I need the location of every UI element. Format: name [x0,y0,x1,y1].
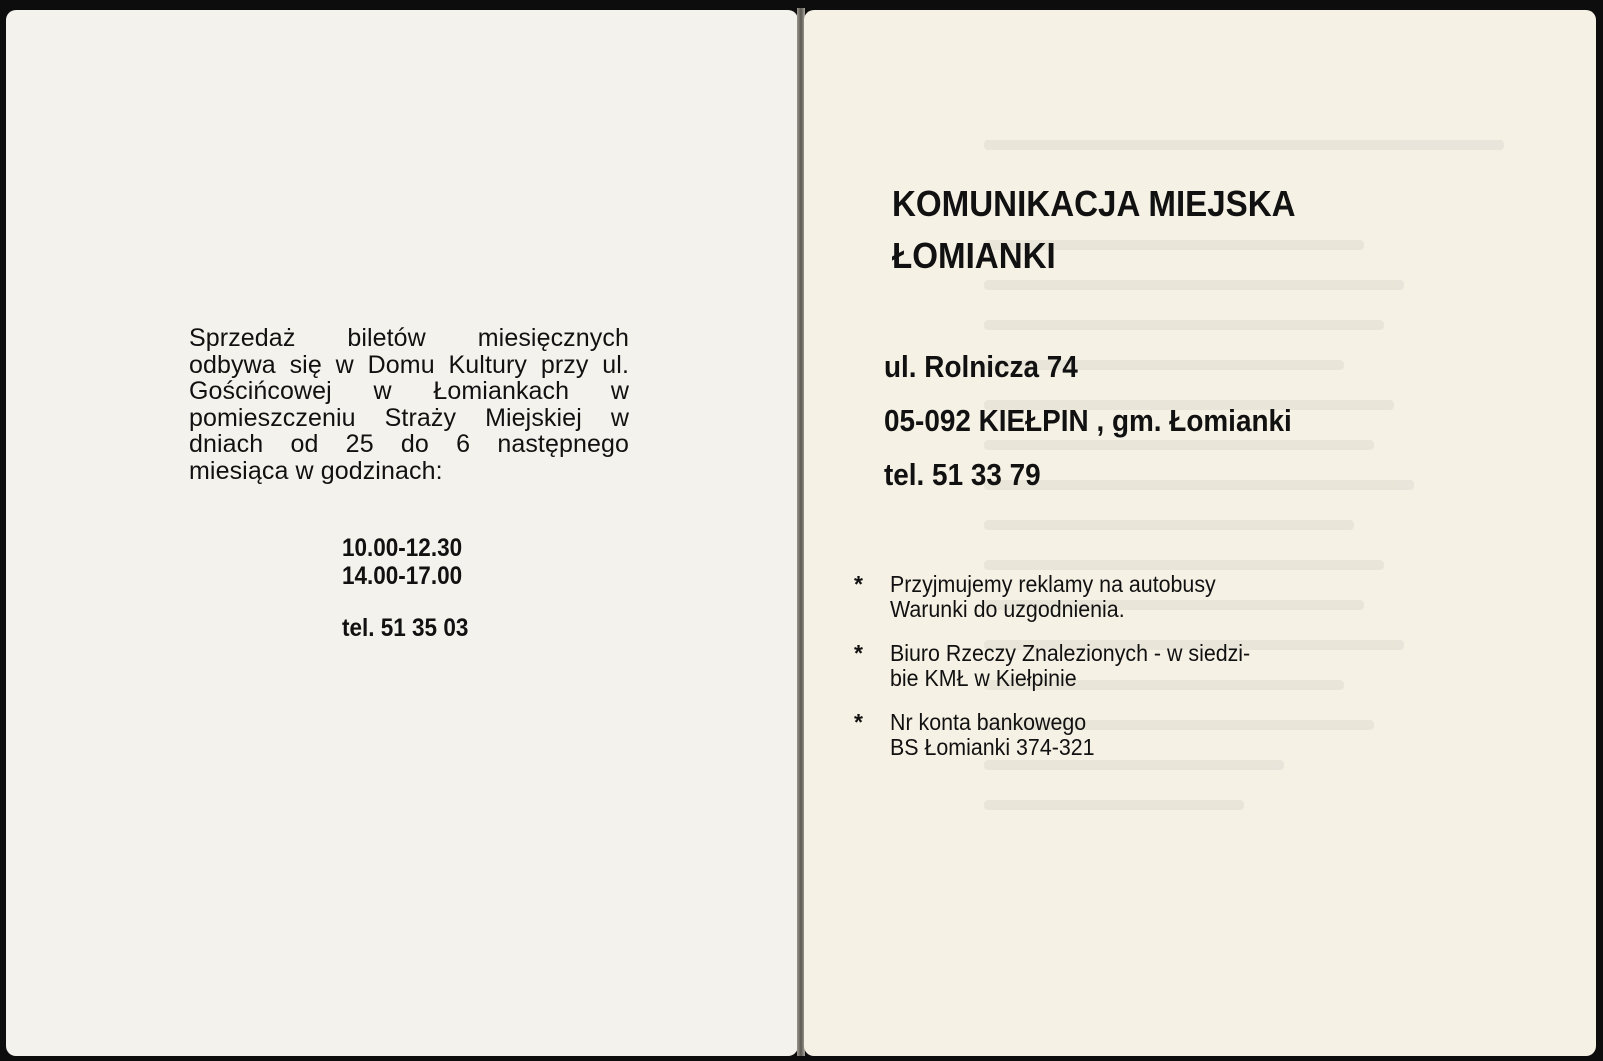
company-address [884,340,1292,502]
note-lost-and-found [854,641,1374,691]
bullet-mark: * [854,640,863,666]
company-title [892,178,1296,282]
ticket-sales-info: Sprzedaż biletów miesięcznych odbywa się w Domu Kultury przy ul. Gościńcowej w Łomiankach w pomieszczeniu Straży Miejskiej w dniach od 25 do 6 następnego miesiąca w godzinach: [189,324,629,485]
note-line: Warunki do uzgodnienia. [890,596,1125,622]
left-page [6,10,798,1056]
title-line-2: ŁOMIANKI [892,235,1056,276]
note-line: bie KMŁ w Kiełpinie [890,665,1077,691]
note-bank-account [854,710,1374,760]
title-line-1: KOMUNIKACJA MIEJSKA [892,183,1296,224]
hours-morning: 10.00-12.30 [342,534,463,562]
note-advertising [854,572,1374,622]
note-line: Biuro Rzeczy Znalezionych - w siedzi- [890,640,1251,666]
note-line: Nr konta bankowego [890,709,1087,735]
hours-afternoon: 14.00-17.00 [342,562,463,590]
opening-hours [342,534,475,590]
note-line: Przyjmujemy reklamy na autobusy [890,571,1216,597]
bullet-mark: * [854,709,863,735]
address-street: ul. Rolnicza 74 [884,349,1078,384]
address-city: 05-092 KIEŁPIN , gm. Łomianki [884,403,1292,438]
note-line: BS Łomianki 374-321 [890,734,1095,760]
notes-list [854,572,1374,779]
right-page [804,10,1596,1056]
bullet-mark: * [854,571,863,597]
sales-phone: tel. 51 35 03 [342,614,469,642]
company-phone: tel. 51 33 79 [884,457,1041,492]
